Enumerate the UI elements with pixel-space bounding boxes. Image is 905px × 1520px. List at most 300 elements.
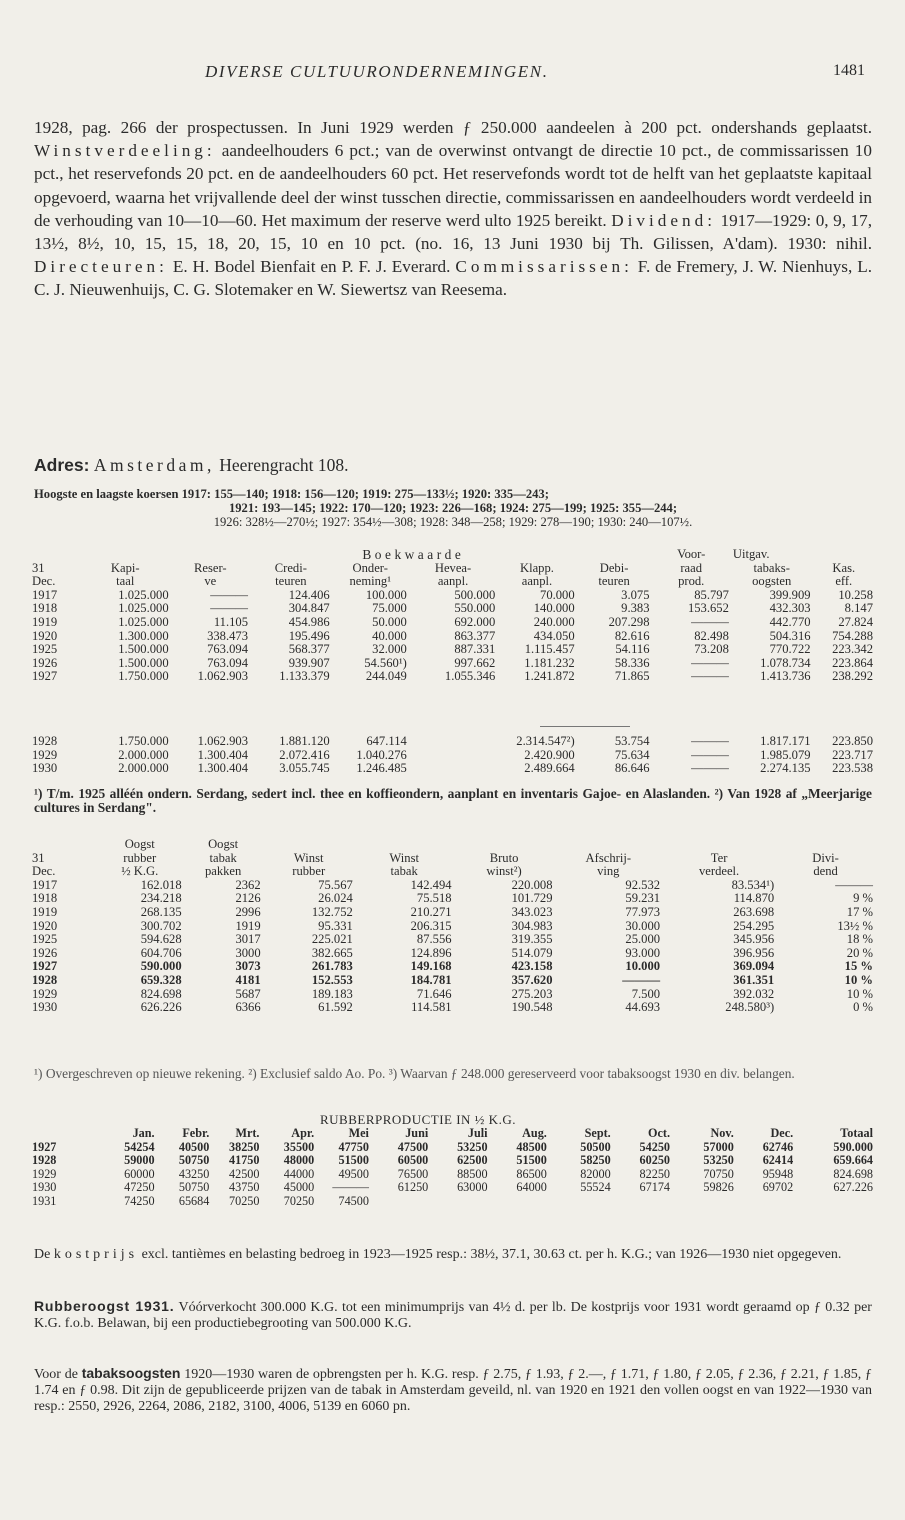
table-cell: 59.231 [625,891,661,906]
rubber-production-table [30,1127,875,1209]
table-header-cell: eff. [835,574,853,589]
table2-footnotes: ¹) Overgeschreven op nieuwe rekening. ²) Exclusief saldo Ao. Po. ³) Waarvan ƒ 248.000 gereserveerd voor tabaksoogst 1930 en div. belangen. [34,1066,795,1081]
table-row [30,974,875,988]
address-street: Heerengracht 108. [214,455,349,475]
table-cell: 86500 [516,1166,547,1181]
table-row [30,749,875,763]
table-header-cell: tabak [209,850,237,865]
table-cell: 454.986 [288,614,330,629]
table-cell: 57000 [703,1139,734,1154]
table-cell: 54.116 [615,642,650,657]
boekwaarde-header: Boekwaarde [362,547,465,562]
table-cell: ——— [835,877,873,892]
table-cell: 142.494 [410,877,452,892]
table-cell: 2362 [235,877,261,892]
table-cell: 2.314.547²) [516,734,575,748]
table-cell [795,1195,875,1209]
table-cell: 1.181.232 [524,655,575,670]
table-row [30,1141,875,1155]
table-cell: 369.094 [733,959,775,974]
table-cell: 1928 [32,1153,57,1168]
table-cell: 50.000 [372,614,407,629]
table-row [30,616,875,630]
table-cell: 550.000 [454,601,496,616]
table-cell: 71.865 [614,669,650,684]
table-cell: 939.907 [288,655,330,670]
table-cell: 9 % [853,891,873,906]
financial-table-later-years [30,735,875,776]
table-cell: 44000 [283,1166,315,1181]
table-cell: 1.246.485 [356,761,407,776]
table-cell: 75.518 [416,891,452,906]
kostprijs-label: kostprijs [53,1247,139,1262]
table-cell: 83.534¹) [731,877,775,892]
table-cell: 64000 [516,1180,547,1195]
voor-header: Voor- [677,547,706,561]
table-cell: 49500 [338,1166,369,1181]
table-cell: 30.000 [625,918,661,933]
table-cell: 95.331 [318,918,353,933]
table-cell: 1930 [32,1000,58,1015]
table-cell: ——— [691,747,729,762]
table-cell: 51500 [516,1153,547,1168]
table-cell: ——— [622,972,661,987]
table-cell: 2.072.416 [279,747,330,762]
table-cell: 71.646 [416,986,452,1001]
table-cell: 1920 [32,628,58,643]
table-cell [371,1195,430,1209]
table-cell: 189.183 [311,986,353,1001]
table-cell: 92.532 [625,877,661,892]
table-cell: 2.000.000 [118,747,169,762]
table-cell: 1920 [32,918,58,933]
table-row [30,906,875,920]
table-row [30,960,875,974]
table-cell: 1.062.903 [197,734,249,748]
table-cell: 210.271 [410,904,452,919]
table-cell: 1.881.120 [279,734,330,748]
table-cell: 93.000 [625,945,661,960]
table-cell: 1.115.457 [524,642,575,657]
table-cell: 300.702 [140,918,182,933]
table-cell: 124.406 [288,587,330,602]
table-cell: 207.298 [608,614,650,629]
table-cell: 114.870 [733,891,775,906]
table-cell: 35500 [283,1139,315,1154]
table-cell: 124.896 [410,945,452,960]
table-cell: 67174 [639,1180,670,1195]
table-header-cell: Febr. [182,1126,210,1140]
table-cell: 590.000 [833,1139,873,1154]
table-cell: 1917 [32,877,58,892]
intro-paragraph [34,116,872,302]
kostprijs-text-2: excl. tantièmes en belasting bedroeg in 1923—1925 resp.: 38½, 37.1, 30.63 ct. per h. K.G.; van 1926—1930 niet opgegeven. [138,1247,842,1262]
table-cell: 55524 [580,1180,611,1195]
table-header-cell: ½ K.G. [121,864,159,879]
table-header-cell: Dec. [32,864,56,879]
table-cell: 74500 [338,1193,369,1208]
table-header-cell: Juni [405,1126,429,1140]
table1-body [30,589,875,684]
table2-body [30,879,875,1015]
table-header-cell: rubber [123,850,157,865]
table1-group-header [30,548,875,562]
table-cell: 225.021 [311,932,353,947]
table-cell [613,1195,672,1209]
table-cell: 87.556 [416,932,452,947]
table-cell: 1928 [32,734,58,748]
table-cell: 2.274.135 [760,761,811,776]
table-cell: 1.500.000 [118,655,169,670]
table-cell: 20 % [846,945,873,960]
table1-header-row-2 [30,575,875,589]
table-header-cell: Onder- [352,560,388,575]
kostprijs-paragraph [34,1247,872,1263]
table-cell: 53250 [703,1153,734,1168]
table-cell: 38250 [229,1139,260,1154]
table-row [30,657,875,671]
table-cell: 60500 [397,1153,429,1168]
table-cell: 132.752 [311,904,353,919]
table-header-cell: prod. [678,574,705,589]
table-cell: 1.300.404 [197,761,249,776]
table-cell: 423.158 [511,959,553,974]
table-cell: 3000 [235,945,261,960]
table-header-cell: rubber [292,864,326,879]
table-cell: 48500 [516,1139,547,1154]
table-header-cell: Mrt. [235,1126,260,1140]
tabak-text-2: 1920—1930 waren de opbrengsten per h. K.G. resp. ƒ 2.75, ƒ 1.93, ƒ 2.—, ƒ 1.71, ƒ 1.80, ƒ 2.05, ƒ 2.36, ƒ 2.21, ƒ 1.85, ƒ 1.74 en ƒ 0.98. Dit zijn de gepubliceerde prijzen van de tabak in Amsterdam geveild, nl. van 1920 en 1921 den vollen oogst en van 1922—1930 van resp.: 2550, 2926, 2264, 2086, 2182, 3100, 4006, 5139 en 6060 pn. [34,1367,872,1414]
table-cell: 223.538 [832,761,873,776]
table-cell: 1.300.404 [197,747,249,762]
table-header-cell: raad [680,560,703,575]
table-cell: 10 % [844,972,873,987]
table-cell: 82000 [580,1166,611,1181]
koersen-block [34,488,872,529]
table-cell: 343.023 [511,904,553,919]
table-cell: 5687 [235,986,261,1001]
table-cell: 17 % [846,904,873,919]
financial-table [30,548,875,684]
table-row [30,602,875,616]
intro-text-1: 1928, pag. 266 der prospectussen. In Juni 1929 werden ƒ 250.000 aandeelen à 200 pct. ondershands geplaatst. [34,118,872,137]
address-label: Adres: [34,455,90,475]
table-cell: 101.729 [511,891,553,906]
table-cell: 627.226 [833,1180,873,1195]
table1-divider [540,726,630,727]
table-cell: 69702 [762,1180,794,1195]
table-cell: 1929 [32,986,58,1001]
table-cell: 263.698 [733,904,775,919]
table-cell: 2126 [235,891,261,906]
table-cell: 1.500.000 [118,642,169,657]
table-header-cell: Oct. [648,1126,670,1140]
table-cell: 234.218 [140,891,182,906]
table-header-cell: Apr. [291,1126,315,1140]
table-header-cell: Oogst [208,837,239,851]
table-cell: 86.646 [614,761,650,776]
table-cell: 70250 [283,1193,315,1208]
table-cell: 27.824 [838,614,873,629]
table-cell: 763.094 [207,642,249,657]
koersen-line-1 [34,488,872,502]
table-cell: 42500 [229,1166,260,1181]
table-cell: 162.018 [140,877,182,892]
table-cell: 54.560¹) [364,655,407,670]
table-row [30,643,875,657]
table-header-cell: Reser- [194,560,227,575]
table-cell: 432.303 [769,601,811,616]
table-cell: 244.049 [365,669,407,684]
table-cell: 659.664 [833,1153,873,1168]
table-cell: 1919 [32,614,58,629]
table-header-cell: tabak [390,864,418,879]
table-cell: 62500 [457,1153,488,1168]
koersen-text-1: 1917: 155—140; 1918: 156—120; 1919: 275—133½; 1920: 335—243; [178,487,549,501]
table2-header-row-3 [30,865,875,879]
table-row [30,762,875,776]
table-header-cell: teuren [598,574,630,589]
table-header-cell: Kas. [832,560,856,575]
table-cell: 95948 [762,1166,794,1181]
table-cell: 10.258 [838,587,873,602]
table1-header-row-1 [30,562,875,576]
table-cell: ——— [691,761,729,776]
table-cell: 1929 [32,1166,57,1181]
table-header-cell [454,838,555,852]
table-header-cell: Kapi- [110,560,140,575]
table-cell: 11.105 [213,614,249,629]
table-cell: 3.055.745 [279,761,330,776]
table-row [30,735,875,749]
table-cell: 2.420.900 [524,747,575,762]
table-cell: 1.062.903 [197,669,249,684]
table-header-cell: ve [204,574,217,589]
table-cell: 434.050 [533,628,575,643]
table-cell: 1.025.000 [118,614,169,629]
tabaksoogsten-label: tabaksoogsten [81,1365,181,1381]
table-cell: 1928 [32,972,58,987]
table-cell: 190.548 [511,1000,553,1015]
table-cell: 26.024 [318,891,353,906]
table-cell: 1.025.000 [118,587,169,602]
table-cell: 88500 [457,1166,488,1181]
table-cell: 60250 [639,1153,670,1168]
tabak-text-1: Voor de [34,1367,82,1382]
table-row [30,1168,875,1182]
table-header-cell [662,838,776,852]
table-cell: 754.288 [832,628,873,643]
intro-text-3: 1917—1929: 0, 9, 17, 13½, 8½, 10, 15, 15, 18, 20, 15, 10 en 10 pct. (no. 16, 13 Juni 1930 bij Th. Gilissen, A'dam). 1930: nihil. [34,210,872,254]
table-header-cell: Ter [710,850,728,865]
table-cell: ——— [691,669,729,684]
table-header-cell: Mei [348,1126,369,1140]
table-cell: 997.662 [454,655,496,670]
table-cell: 82.616 [614,628,650,643]
table-cell: 223.850 [832,734,873,748]
table-cell: 45000 [283,1180,315,1195]
commissarissen-label: Commissarissen: [455,257,633,277]
table-header-cell: ving [597,864,620,879]
table-cell: 357.620 [511,972,553,987]
table-cell: 1.040.276 [356,747,407,762]
table-cell: 1.817.171 [760,734,811,748]
table-cell: 1925 [32,932,58,947]
table-cell: 206.315 [410,918,452,933]
table-cell: 604.706 [140,945,182,960]
running-title: DIVERSE CULTUURONDERNEMINGEN. [205,62,549,81]
table-cell: 1927 [32,1139,57,1154]
table-cell: 85.797 [694,587,729,602]
table-cell [490,1195,549,1209]
table-cell: ——— [691,614,729,629]
results-table [30,838,875,1015]
table-cell: 8.147 [844,601,873,616]
table-row [30,933,875,947]
rubberoogst-text: Vóórverkocht 300.000 K.G. tot een minimumprijs van 4½ d. per lb. De kostprijs voor 1931 wordt geraamd op ƒ 0.32 per K.G. f.o.b. Belawan, bij een productiebegrooting van 500.000 K.G. [34,1300,872,1331]
table-cell [549,1195,613,1209]
table-cell: 153.652 [687,601,729,616]
table2-header-row-2 [30,852,875,866]
table-cell: 73.208 [694,642,729,657]
table-cell: 62414 [762,1153,794,1168]
table-row [30,630,875,644]
table-cell: 594.628 [140,932,182,947]
dividend-label: Dividend: [611,210,716,230]
table-cell: 1.025.000 [118,601,169,616]
table-header-cell: Afschrij- [585,850,632,865]
table-cell: 82250 [639,1166,670,1181]
table-cell [736,1195,795,1209]
table-cell: 114.581 [411,1000,452,1015]
table-cell: 6366 [235,1000,261,1015]
table-cell: 75.567 [318,877,353,892]
table-cell: 44.693 [625,1000,661,1015]
table-cell: 1.078.734 [760,655,811,670]
table-row [30,1001,875,1015]
table-cell: 3073 [235,959,261,974]
table-cell: 184.781 [410,972,452,987]
table-header-cell: Klapp. [519,560,554,575]
table-header-cell: Aug. [522,1126,547,1140]
table-cell: 60000 [124,1166,155,1181]
table-cell: 195.496 [288,628,330,643]
table-cell: 13½ % [837,918,873,933]
table-cell: 223.864 [832,655,873,670]
table-row [30,589,875,603]
table-header-cell: teuren [275,574,307,589]
table-cell: 1.985.079 [760,747,811,762]
table-cell: 504.316 [769,628,811,643]
table-header-cell: Debi- [599,560,629,575]
table-cell: 61.592 [318,1000,353,1015]
address-line [34,454,872,477]
table-header-cell: aanpl. [521,574,553,589]
table-cell: 1930 [32,761,58,776]
table-cell: 53.754 [614,734,650,748]
table-cell: 32.000 [372,642,407,657]
table-cell: 824.698 [833,1166,873,1181]
table-row [30,988,875,1002]
table-header-cell: Winst [293,850,324,865]
table-cell: 692.000 [454,614,496,629]
table-cell: 824.698 [140,986,182,1001]
table-cell: 58.336 [614,655,650,670]
table-cell: 254.295 [733,918,775,933]
table-cell: 77.973 [625,904,661,919]
page-number: 1481 [833,62,865,79]
table-cell: 50500 [580,1139,611,1154]
table-header-cell [776,838,875,852]
table-cell: 338.473 [207,628,249,643]
table-cell: 220.008 [511,877,553,892]
table-cell: 442.770 [769,614,811,629]
rubber-table-caption: RUBBERPRODUCTIE IN ½ K.G. [320,1112,516,1127]
koersen-line-3: 1926: 328½—270½; 1927: 354½—308; 1928: 348—258; 1929: 278—190; 1930: 240—107½. [213,514,693,529]
table-cell: 51500 [338,1153,369,1168]
table-cell: 75.000 [372,601,407,616]
directeuren-label: Directeuren: [34,257,168,277]
table-cell: 238.292 [832,669,873,684]
rubberoogst-paragraph [34,1298,872,1332]
table-cell: 50750 [178,1153,210,1168]
table-cell: 863.377 [454,628,496,643]
table-row [30,1181,875,1195]
koersen-line-2: 1921: 193—145; 1922: 170—120; 1923: 226—168; 1924: 275—199; 1925: 355—244; [228,500,678,515]
table-cell: 626.226 [140,1000,182,1015]
table-cell: 3017 [235,932,261,947]
table-cell: 47750 [338,1139,369,1154]
table-cell: 50750 [178,1180,210,1195]
table-header-cell: Divi- [812,850,839,865]
rubber-table-body [30,1141,875,1209]
table-cell: 43750 [229,1180,260,1195]
table-header-cell: Dec. [32,574,56,589]
table-cell: 1.300.000 [118,628,169,643]
table-cell: 10.000 [625,959,661,974]
table-header-cell: 31 [32,560,45,575]
intro-text-2: aandeelhouders 6 pct.; van de overwinst ontvangt de directie 10 pct., de commissarissen 10 pct., het reservefonds 20 pct. en de aandeelhouders 60 pct. Het reservefonds wordt tot de helft van het geplaatste kapitaal opgevoerd, waarna het vrijvallende deel der winst tusschen directie, commissarissen en aandeelhouders wordt verdeeld in de verhouding van 10—10—60. Het maximum der reserve werd ulto 1925 bereikt. [34,141,872,230]
table-cell: 1929 [32,747,58,762]
table-cell: 54254 [124,1139,155,1154]
table-header-cell: Hevea- [434,560,472,575]
table-cell: 149.168 [410,959,452,974]
table-cell: 275.203 [511,986,553,1001]
table-cell: 1.055.346 [444,669,496,684]
table-cell: 61250 [397,1180,429,1195]
table-header-cell: Oogst [124,837,155,851]
table-cell: 240.000 [533,614,575,629]
table-cell: 1927 [32,959,58,974]
table-cell: 1.413.736 [760,669,811,684]
table-cell: 1919 [32,904,58,919]
table-header-cell: winst²) [486,864,522,879]
table-row [30,947,875,961]
table-cell: 396.956 [733,945,775,960]
table-header-cell: Dec. [770,1126,794,1140]
table-header-cell: tabaks- [753,560,790,575]
table-cell: 58250 [580,1153,611,1168]
table-cell: 392.032 [733,986,775,1001]
rubberoogst-label: Rubberoogst 1931. [34,1298,175,1314]
table-cell: 345.956 [733,932,775,947]
table-cell: 382.665 [311,945,353,960]
koersen-label: Hoogste en laagste koersen [34,487,179,501]
table-cell: 361.351 [733,972,775,987]
table-cell: 41750 [229,1153,260,1168]
table1-footnotes: ¹) T/m. 1925 alléén ondern. Serdang, sedert incl. thee en koffieondern, aanplant en inventaris Gajoe- en Alaslanden. ²) Van 1928 af „Meerjarige cultures in Serdang". [34,786,872,816]
table-cell: 7.500 [631,986,661,1001]
